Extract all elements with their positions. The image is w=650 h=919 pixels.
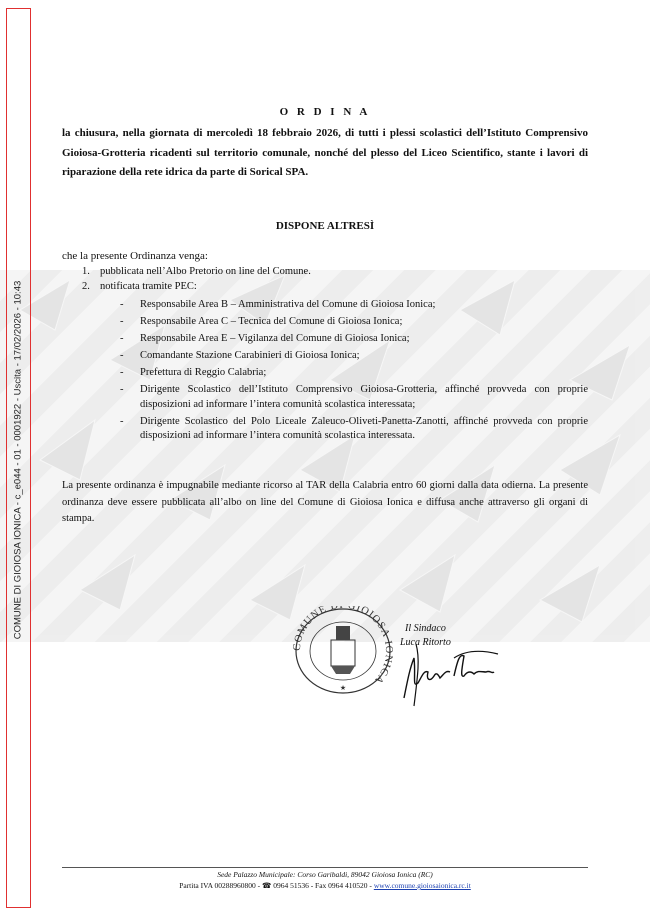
telephone-icon: ☎ xyxy=(261,881,272,890)
recipient-item: - Prefettura di Reggio Calabria; xyxy=(120,366,588,381)
recipient-text: Prefettura di Reggio Calabria; xyxy=(140,367,267,378)
signer-name: Luca Ritorto xyxy=(400,637,451,648)
dispone-heading: DISPONE ALTRESÌ xyxy=(275,220,375,232)
ordina-heading: O R D I N A xyxy=(279,106,371,118)
municipal-seal xyxy=(288,606,398,701)
signer-title: Il Sindaco xyxy=(405,623,446,634)
footer-divider xyxy=(62,867,588,868)
recipient-text: Responsabile Area E – Vigilanza del Comune di Gioiosa Ionica; xyxy=(140,333,410,344)
signature-icon xyxy=(394,628,504,708)
handwritten-signature xyxy=(394,628,504,713)
recipient-text: Responsabile Area B – Amministrativa del Comune di Gioiosa Ionica; xyxy=(140,299,436,310)
footer-contacts xyxy=(0,881,650,890)
list-number: 2. xyxy=(82,281,90,292)
recipient-text: Dirigente Scolastico del Polo Liceale Zaleuco-Oliveti-Panetta-Zanotti, affinché provveda con proprie disposizioni ad informare l’intera comunità scolastica interessata. xyxy=(140,415,588,441)
recipient-item: - Comandante Stazione Carabinieri di Gioiosa Ionica; xyxy=(120,349,588,364)
list-item xyxy=(82,279,582,294)
list-text: notificata tramite PEC: xyxy=(100,281,197,292)
website-link[interactable]: www.comune.gioiosaionica.rc.it xyxy=(373,881,471,890)
footer-vat: Partita IVA 00288960800 - xyxy=(179,881,261,890)
svg-text:COMUNE DI GIOIOSA IONICA: COMUNE D GIOIOSA IONICA xyxy=(291,606,395,687)
closing-paragraph: La presente ordinanza è impugnabile mediante ricorso al TAR della Calabria entro 60 giorni dalla data odierna. La presente ordinanza deve essere pubblicata all’albo on line del Comune di Gioiosa Ionica e diffusa anche attraverso gli organi di stampa. xyxy=(62,480,588,524)
recipient-item: - Responsabile Area E – Vigilanza del Comune di Gioiosa Ionica; xyxy=(120,332,588,347)
ordina-body: la chiusura, nella giornata di mercoledì 18 febbraio 2026, di tutti i plessi scolastici dell’Istituto Comprensivo Gioiosa-Grotteria ricadenti sul territorio comunale, nonché del plesso del Liceo Scientifico, stante i lavori di riparazione della rete idrica da parte di Sorical SPA. xyxy=(62,127,588,178)
recipient-item: - Dirigente Scolastico del Polo Liceale Zaleuco-Oliveti-Panetta-Zanotti, affinché provveda con proprie disposizioni ad informare l’intera comunità scolastica interessata. xyxy=(120,415,588,444)
list-item xyxy=(82,264,582,279)
svg-text:★: ★ xyxy=(339,684,347,692)
numbered-list xyxy=(82,264,582,294)
list-number: 1. xyxy=(82,266,90,277)
protocol-stamp-text: COMUNE DI GIOIOSA IONICA - c_e044 - 01 - 0001922 - Uscita - 17/02/2026 - 10:43 xyxy=(12,280,24,640)
recipient-item: - Dirigente Scolastico dell’Istituto Comprensivo Gioiosa-Grotteria, affinché provveda con proprie disposizioni ad informare l’intera comunità scolastica interessata; xyxy=(120,383,588,412)
recipient-text: Comandante Stazione Carabinieri di Gioiosa Ionica; xyxy=(140,350,360,361)
list-text: pubblicata nell’Albo Pretorio on line del Comune. xyxy=(100,266,311,277)
recipient-text: Dirigente Scolastico dell’Istituto Comprensivo Gioiosa-Grotteria, affinché provveda con proprie disposizioni ad informare l’intera comunità scolastica interessata; xyxy=(140,384,588,410)
dispone-intro: che la presente Ordinanza venga: xyxy=(62,250,208,262)
footer-address: Sede Palazzo Municipale: Corso Garibaldi, 89042 Gioiosa Ionica (RC) xyxy=(217,870,433,879)
recipients-list xyxy=(120,298,588,446)
recipient-item: - Responsabile Area C – Tecnica del Comune di Gioiosa Ionica; xyxy=(120,315,588,330)
recipient-text: Responsabile Area C – Tecnica del Comune di Gioiosa Ionica; xyxy=(140,316,403,327)
footer-phone-fax: 0964 51536 - Fax 0964 410520 - xyxy=(273,881,372,890)
recipient-item: - Responsabile Area B – Amministrativa del Comune di Gioiosa Ionica; xyxy=(120,298,588,313)
seal-icon xyxy=(288,606,398,696)
